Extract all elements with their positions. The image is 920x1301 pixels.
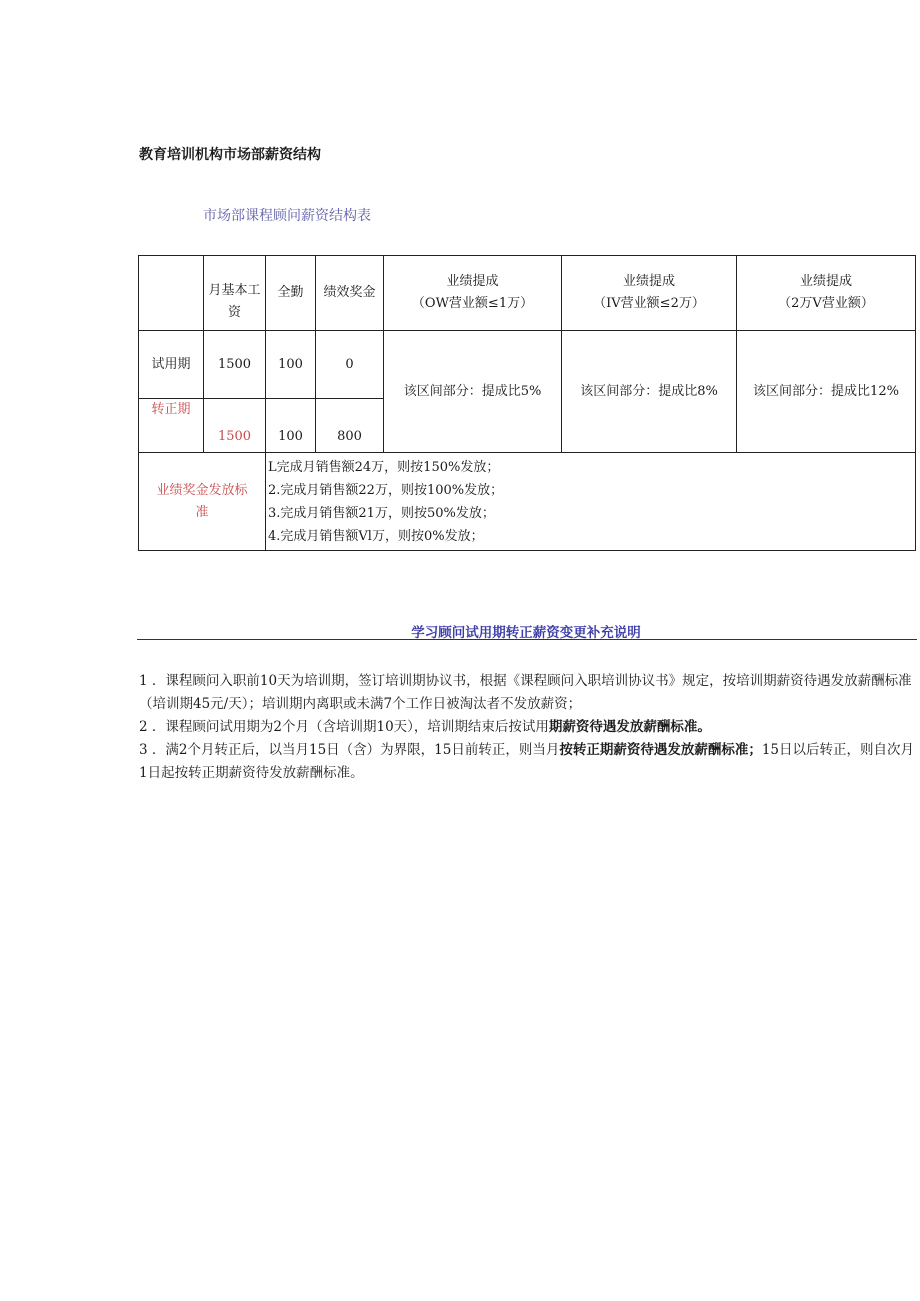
commission-tier1-range: （OW营业额≤1万） [411, 296, 534, 311]
row-label-regular: 转正期 [139, 399, 204, 453]
commission-tier2-title: 业绩提成 [622, 274, 675, 289]
header-performance-bonus: 绩效奖金 [316, 256, 384, 331]
commission-tier1-title: 业绩提成 [446, 274, 499, 289]
regular-bonus: 800 [316, 399, 384, 453]
list-item: 3.完成月销售额21万，则按50%发放； [268, 505, 495, 521]
note-item-3 [139, 739, 917, 785]
commission-tier2-value: 该区间部分：提成比8% [562, 331, 737, 453]
header-commission-tier1 [384, 256, 562, 331]
header-commission-tier2 [562, 256, 737, 331]
notes-list [139, 670, 917, 785]
note-number: 1 [139, 673, 148, 689]
commission-tier3-value: 该区间部分：提成比12% [737, 331, 916, 453]
note-item-1 [139, 670, 917, 716]
note-number: 2 [139, 719, 148, 735]
note-bold-text: 期薪资待遇发放薪酬标准。 [548, 719, 711, 735]
note-bold-text: 按转正期薪资待遇发放薪酬标准； [559, 742, 762, 758]
table-header-row [139, 256, 916, 331]
bonus-standard-label: 业绩奖金发放标准 [139, 453, 266, 551]
note-rest-text: 15日以后转正，则自次月1日起按转正期薪资待发放薪酬标准。 [139, 742, 915, 781]
note-text: ．满2个月转正后，以当月15日（含）为界限，15日前转正，则当月 [151, 742, 560, 758]
salary-structure-table [138, 255, 916, 551]
document-title: 教育培训机构市场部薪资结构 [139, 147, 321, 163]
table-title: 市场部课程顾问薪资结构表 [203, 208, 371, 224]
header-attendance: 全勤 [266, 256, 316, 331]
section-title: 学习顾问试用期转正薪资变更补充说明 [411, 625, 641, 641]
commission-tier3-title: 业绩提成 [799, 274, 852, 289]
note-number: 3 [139, 742, 148, 758]
commission-tier2-range: （IV营业额≤2万） [593, 296, 705, 311]
list-item: 4.完成月销售额Vl万，则按0%发放； [268, 528, 484, 544]
list-item: 2.完成月销售额22万，则按100%发放； [268, 482, 504, 498]
header-base-salary: 月基本工资 [204, 256, 266, 331]
commission-tier3-range: （2万V营业额） [778, 296, 874, 311]
table-row [139, 331, 916, 399]
note-text: ．课程顾问入职前10天为培训期，签订培训期协议书，根据《课程顾问入职培训协议书》规定，按培训期薪资待遇发放薪酬标准（培训期45元/天）；培训期内离职或未满7个工作日被淘汰者不发放薪资； [139, 673, 912, 712]
list-item: L完成月销售额24万，则按150%发放； [268, 459, 500, 475]
probation-attendance: 100 [266, 331, 316, 399]
regular-base: 1500 [204, 399, 266, 453]
header-empty-cell [139, 256, 204, 331]
note-text: ．课程顾问试用期为2个月（含培训期10天），培训期结束后按试用 [151, 719, 549, 735]
section-divider [137, 639, 917, 640]
bonus-standard-list [266, 453, 916, 551]
header-commission-tier3 [737, 256, 916, 331]
regular-attendance: 100 [266, 399, 316, 453]
row-label-probation: 试用期 [139, 331, 204, 399]
probation-bonus: 0 [316, 331, 384, 399]
probation-base: 1500 [204, 331, 266, 399]
bonus-standard-row [139, 453, 916, 551]
note-item-2 [139, 716, 917, 739]
commission-tier1-value: 该区间部分：提成比5% [384, 331, 562, 453]
